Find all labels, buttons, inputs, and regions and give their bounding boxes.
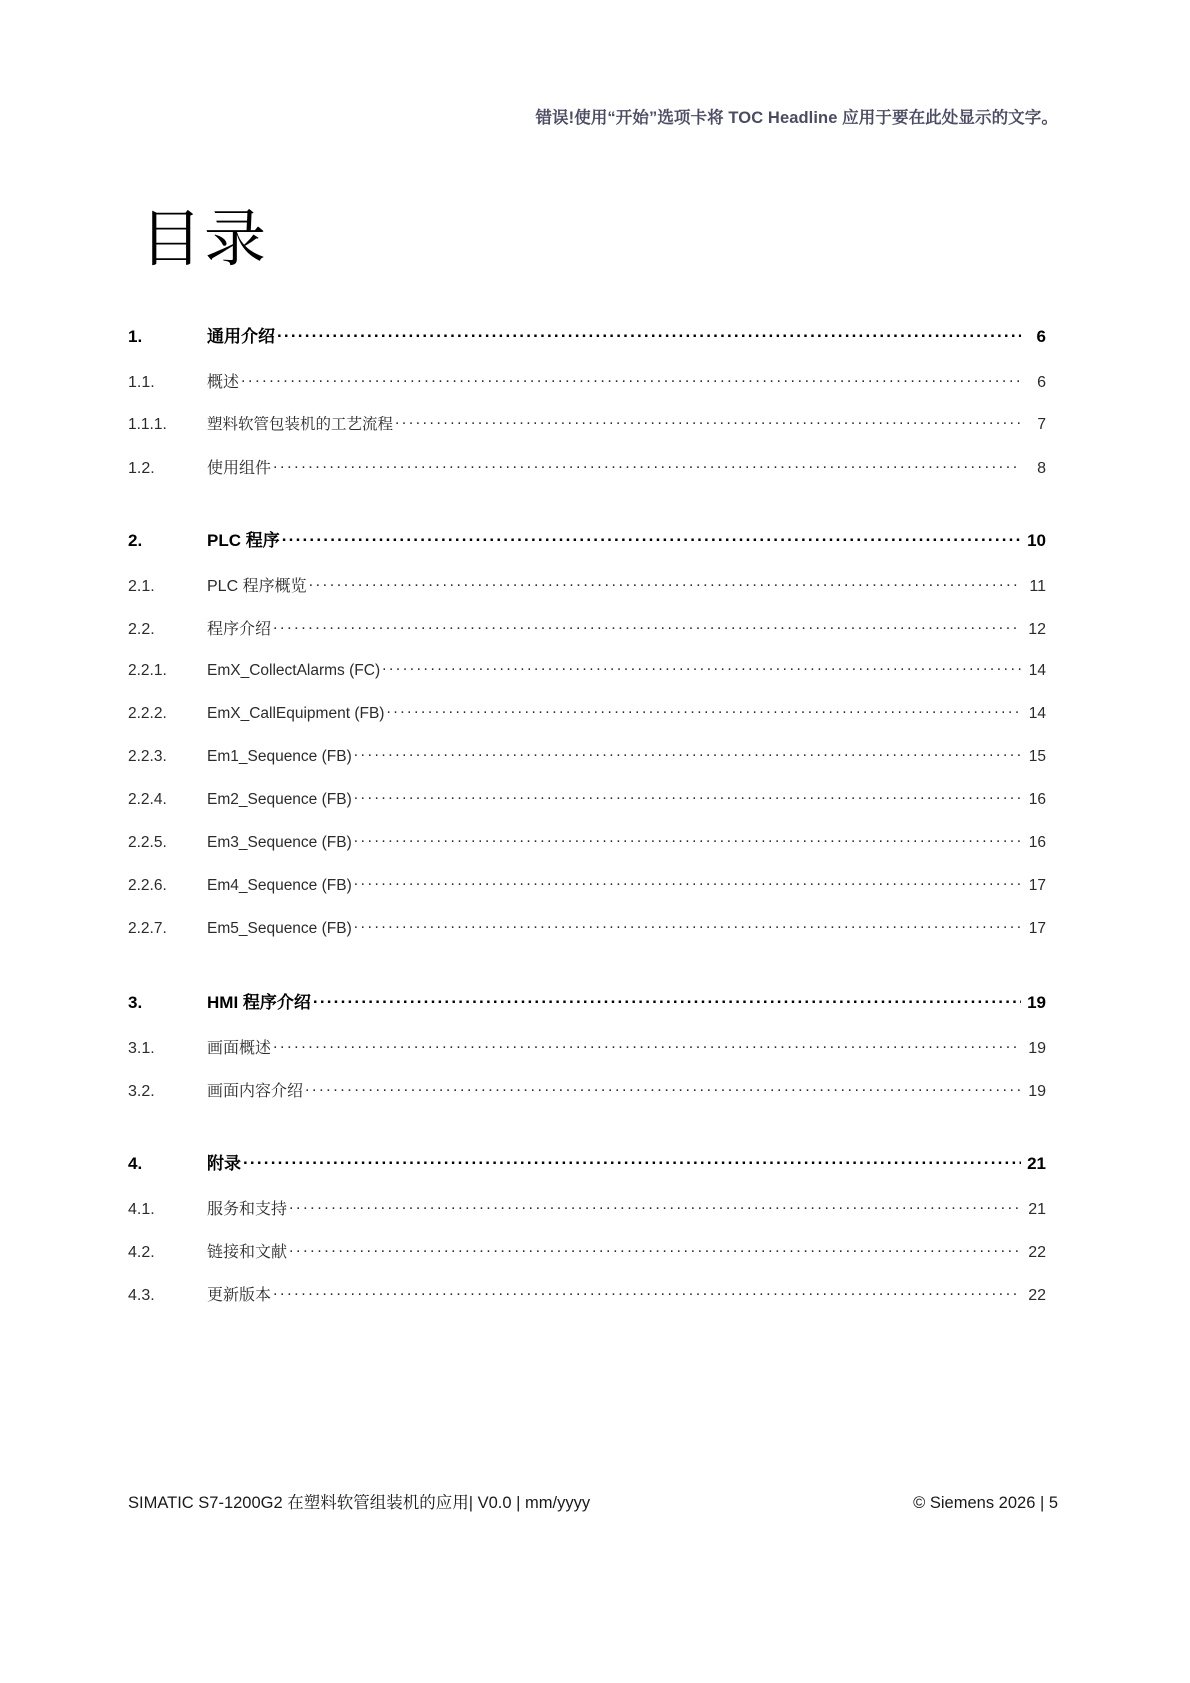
toc-leader-dots (277, 325, 1021, 342)
toc-entry-number: 2.2.4. (128, 790, 167, 808)
toc-entry-number: 4. (128, 1154, 143, 1173)
toc-entry-number: 4.1. (128, 1201, 155, 1218)
toc-entry-title: 画面概述 (207, 1040, 272, 1057)
toc-entry-page-number: 6 (1037, 374, 1046, 391)
toc-entry-number: 1.1. (128, 374, 155, 391)
toc-entry-title: Em2_Sequence (FB) (207, 790, 352, 808)
toc-entry-page-number: 17 (1028, 876, 1046, 894)
toc-entry[interactable] (128, 369, 1046, 412)
toc-leader-dots (305, 1080, 1021, 1096)
toc-entry-page-number: 15 (1028, 747, 1046, 765)
toc-entry-number: 2.2.7. (128, 919, 167, 937)
toc-entry[interactable] (128, 788, 1046, 831)
toc-entry-title: 塑料软管包装机的工艺流程 (207, 416, 394, 433)
toc-entry-page-number: 22 (1028, 1287, 1046, 1304)
toc-entry-page-number: 21 (1027, 1154, 1046, 1173)
toc-leader-dots (289, 1241, 1021, 1257)
toc-entry[interactable] (128, 1149, 1046, 1196)
toc-entry-title: 更新版本 (207, 1287, 272, 1304)
toc-leader-dots (313, 991, 1021, 1008)
toc-leader-dots (243, 1152, 1021, 1169)
toc-entry[interactable] (128, 412, 1046, 455)
toc-leader-dots (273, 618, 1021, 634)
toc-entry-title: HMI 程序介绍 (207, 993, 311, 1012)
toc-leader-dots (273, 1037, 1021, 1053)
toc-entry[interactable] (128, 874, 1046, 917)
toc-entry-page-number: 11 (1029, 578, 1046, 595)
toc-leader-dots (354, 874, 1021, 890)
toc-entry-title: 使用组件 (207, 460, 272, 477)
toc-entry-page-number: 16 (1028, 790, 1046, 808)
toc-entry-page-number: 19 (1027, 993, 1046, 1012)
toc-entry[interactable] (128, 1035, 1046, 1078)
toc-entry-number: 4.2. (128, 1244, 155, 1261)
toc-entry-number: 2.2.3. (128, 747, 167, 765)
toc-leader-dots (354, 788, 1021, 804)
toc-entry-number: 1.2. (128, 460, 155, 477)
toc-leader-dots (289, 1198, 1021, 1214)
toc-entry-page-number: 7 (1037, 416, 1046, 433)
toc-entry-title: 程序介绍 (207, 621, 272, 638)
toc-entry[interactable] (128, 455, 1046, 498)
toc-entry[interactable] (128, 1078, 1046, 1121)
toc-entry-title: Em1_Sequence (FB) (207, 747, 352, 765)
toc-entry-title: 链接和文献 (207, 1244, 288, 1261)
toc-entry-title: Em3_Sequence (FB) (207, 833, 352, 851)
toc-entry-page-number: 16 (1028, 833, 1046, 851)
toc-entry[interactable] (128, 616, 1046, 659)
page-title: 目录 (140, 204, 269, 274)
toc-entry-title: Em4_Sequence (FB) (207, 876, 352, 894)
toc-entry[interactable] (128, 1282, 1046, 1325)
toc-entry-number: 2.2.6. (128, 876, 167, 894)
footer-copyright-page: © Siemens 2026 | 5 (913, 1494, 1058, 1512)
toc-entry[interactable] (128, 745, 1046, 788)
toc-leader-dots (382, 659, 1021, 675)
toc-entry-page-number: 21 (1028, 1201, 1046, 1218)
header-error-notice: 错误!使用“开始”选项卡将 TOC Headline 应用于要在此处显示的文字。 (535, 109, 1058, 127)
toc-entry-page-number: 14 (1028, 661, 1046, 679)
toc-entry[interactable] (128, 1239, 1046, 1282)
toc-leader-dots (354, 745, 1021, 761)
toc-leader-dots (354, 917, 1021, 933)
toc-entry-title: PLC 程序概览 (207, 578, 307, 595)
toc-entry-title: 概述 (207, 374, 240, 391)
toc-entry[interactable] (128, 988, 1046, 1035)
toc-entry[interactable] (128, 917, 1046, 960)
toc-entry-number: 4.3. (128, 1287, 155, 1304)
toc-entry-title: EmX_CallEquipment (FB) (207, 704, 385, 722)
toc-entry-title: Em5_Sequence (FB) (207, 919, 352, 937)
table-of-contents (128, 322, 1046, 1325)
toc-entry-title: 通用介绍 (207, 327, 275, 346)
toc-entry-page-number: 10 (1027, 531, 1046, 550)
toc-entry[interactable] (128, 1196, 1046, 1239)
toc-entry-number: 3.1. (128, 1040, 155, 1057)
toc-entry-number: 2.2.5. (128, 833, 167, 851)
toc-entry-page-number: 19 (1028, 1083, 1046, 1100)
toc-leader-dots (354, 831, 1021, 847)
toc-entry-page-number: 12 (1028, 621, 1046, 638)
toc-leader-dots (386, 702, 1021, 718)
toc-entry-page-number: 14 (1028, 704, 1046, 722)
page-footer (128, 1489, 1058, 1513)
toc-entry-page-number: 8 (1037, 460, 1046, 477)
toc-entry-page-number: 6 (1036, 327, 1046, 346)
footer-document-info: SIMATIC S7-1200G2 在塑料软管组装机的应用| V0.0 | mm/yyyy (128, 1494, 591, 1512)
toc-entry-page-number: 22 (1028, 1244, 1046, 1261)
toc-entry-page-number: 17 (1028, 919, 1046, 937)
toc-entry-title: 画面内容介绍 (207, 1083, 304, 1100)
toc-leader-dots (273, 457, 1021, 473)
toc-entry[interactable] (128, 831, 1046, 874)
toc-entry[interactable] (128, 573, 1046, 616)
toc-entry[interactable] (128, 322, 1046, 369)
toc-leader-dots (241, 371, 1021, 387)
toc-entry[interactable] (128, 526, 1046, 573)
toc-entry-number: 2.2. (128, 621, 155, 638)
toc-entry-title: EmX_CollectAlarms (FC) (207, 661, 381, 679)
toc-entry-number: 1.1.1. (128, 416, 167, 433)
toc-entry-number: 3. (128, 993, 143, 1012)
toc-leader-dots (282, 529, 1021, 546)
toc-entry-page-number: 19 (1028, 1040, 1046, 1057)
toc-entry-number: 2.1. (128, 578, 155, 595)
toc-leader-dots (395, 414, 1021, 430)
toc-entry-title: PLC 程序 (207, 531, 280, 550)
toc-entry-number: 3.2. (128, 1083, 155, 1100)
toc-entry-number: 1. (128, 327, 143, 346)
toc-entry[interactable] (128, 659, 1046, 702)
toc-entry-number: 2.2.1. (128, 661, 167, 679)
toc-leader-dots (309, 575, 1021, 591)
toc-entry-title: 附录 (207, 1154, 241, 1173)
toc-entry-title: 服务和支持 (207, 1201, 288, 1218)
toc-leader-dots (273, 1284, 1021, 1300)
toc-entry[interactable] (128, 702, 1046, 745)
toc-entry-number: 2.2.2. (128, 704, 167, 722)
toc-entry-number: 2. (128, 531, 143, 550)
